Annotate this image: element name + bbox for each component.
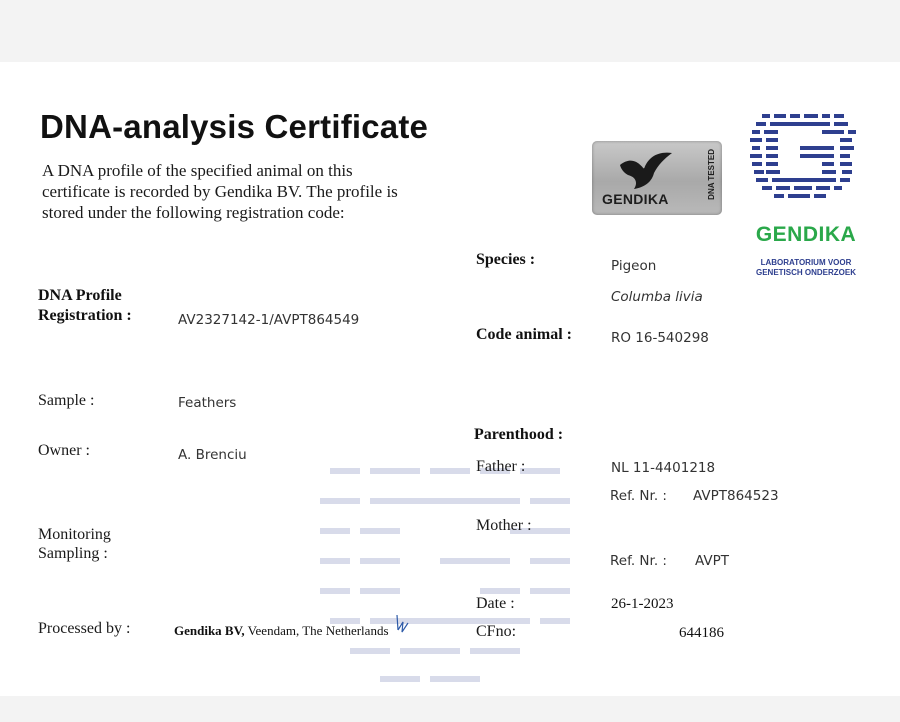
mother-ref-label: Ref. Nr. : bbox=[610, 553, 667, 569]
father-label: Father : bbox=[476, 458, 526, 475]
logo-subtitle: LABORATORIUM VOOR GENETISCH ONDERZOEK bbox=[755, 258, 856, 277]
species-value: Pigeon bbox=[611, 258, 657, 274]
mother-ref-value: AVPT bbox=[695, 553, 729, 569]
signature-mark bbox=[394, 614, 410, 636]
certificate-title: DNA-analysis Certificate bbox=[40, 108, 429, 145]
certificate-page bbox=[0, 62, 900, 696]
stamp-side-label: DNA TESTED bbox=[707, 149, 716, 200]
registration-value: AV2327142-1/AVPT864549 bbox=[178, 312, 360, 328]
dna-profile-label: DNA Profile bbox=[38, 287, 122, 304]
father-value: NL 11-4401218 bbox=[611, 460, 716, 476]
cfno-value: 644186 bbox=[679, 625, 724, 641]
monitoring-label: Monitoring bbox=[38, 526, 111, 543]
processed-company: Gendika BV, bbox=[174, 623, 245, 638]
mother-label: Mother : bbox=[476, 517, 532, 534]
sample-label: Sample : bbox=[38, 392, 95, 409]
parenthood-label: Parenthood : bbox=[474, 426, 564, 443]
gendika-g-icon bbox=[748, 110, 864, 218]
watermark-logo bbox=[310, 458, 590, 690]
father-ref-label: Ref. Nr. : bbox=[610, 488, 667, 504]
logo-name: GENDIKA bbox=[755, 223, 857, 246]
owner-value: A. Brenciu bbox=[178, 447, 247, 463]
registration-label: Registration : bbox=[38, 307, 132, 324]
stamp-label: GENDIKA bbox=[602, 191, 669, 207]
father-ref-value: AVPT864523 bbox=[693, 488, 779, 504]
pigeon-icon bbox=[612, 147, 682, 195]
date-value: 26-1-2023 bbox=[611, 596, 674, 612]
processed-location: Veendam, The Netherlands bbox=[247, 623, 389, 638]
sampling-label: Sampling : bbox=[38, 545, 108, 562]
species-latin: Columba livia bbox=[611, 289, 703, 305]
code-animal-value: RO 16-540298 bbox=[611, 330, 709, 346]
date-label: Date : bbox=[476, 595, 515, 612]
code-animal-label: Code animal : bbox=[476, 326, 572, 343]
sample-value: Feathers bbox=[178, 395, 237, 411]
certificate-intro: A DNA profile of the specified animal on this certificate is recorded by Gendika BV. The profile is stored under the following registration code: bbox=[42, 161, 398, 222]
cfno-label: CFno: bbox=[476, 623, 517, 640]
processed-value bbox=[174, 623, 389, 639]
dna-tested-stamp bbox=[592, 141, 722, 215]
species-label: Species : bbox=[476, 251, 536, 268]
owner-label: Owner : bbox=[38, 442, 90, 459]
gendika-logo bbox=[748, 110, 864, 277]
processed-label: Processed by : bbox=[38, 620, 131, 637]
